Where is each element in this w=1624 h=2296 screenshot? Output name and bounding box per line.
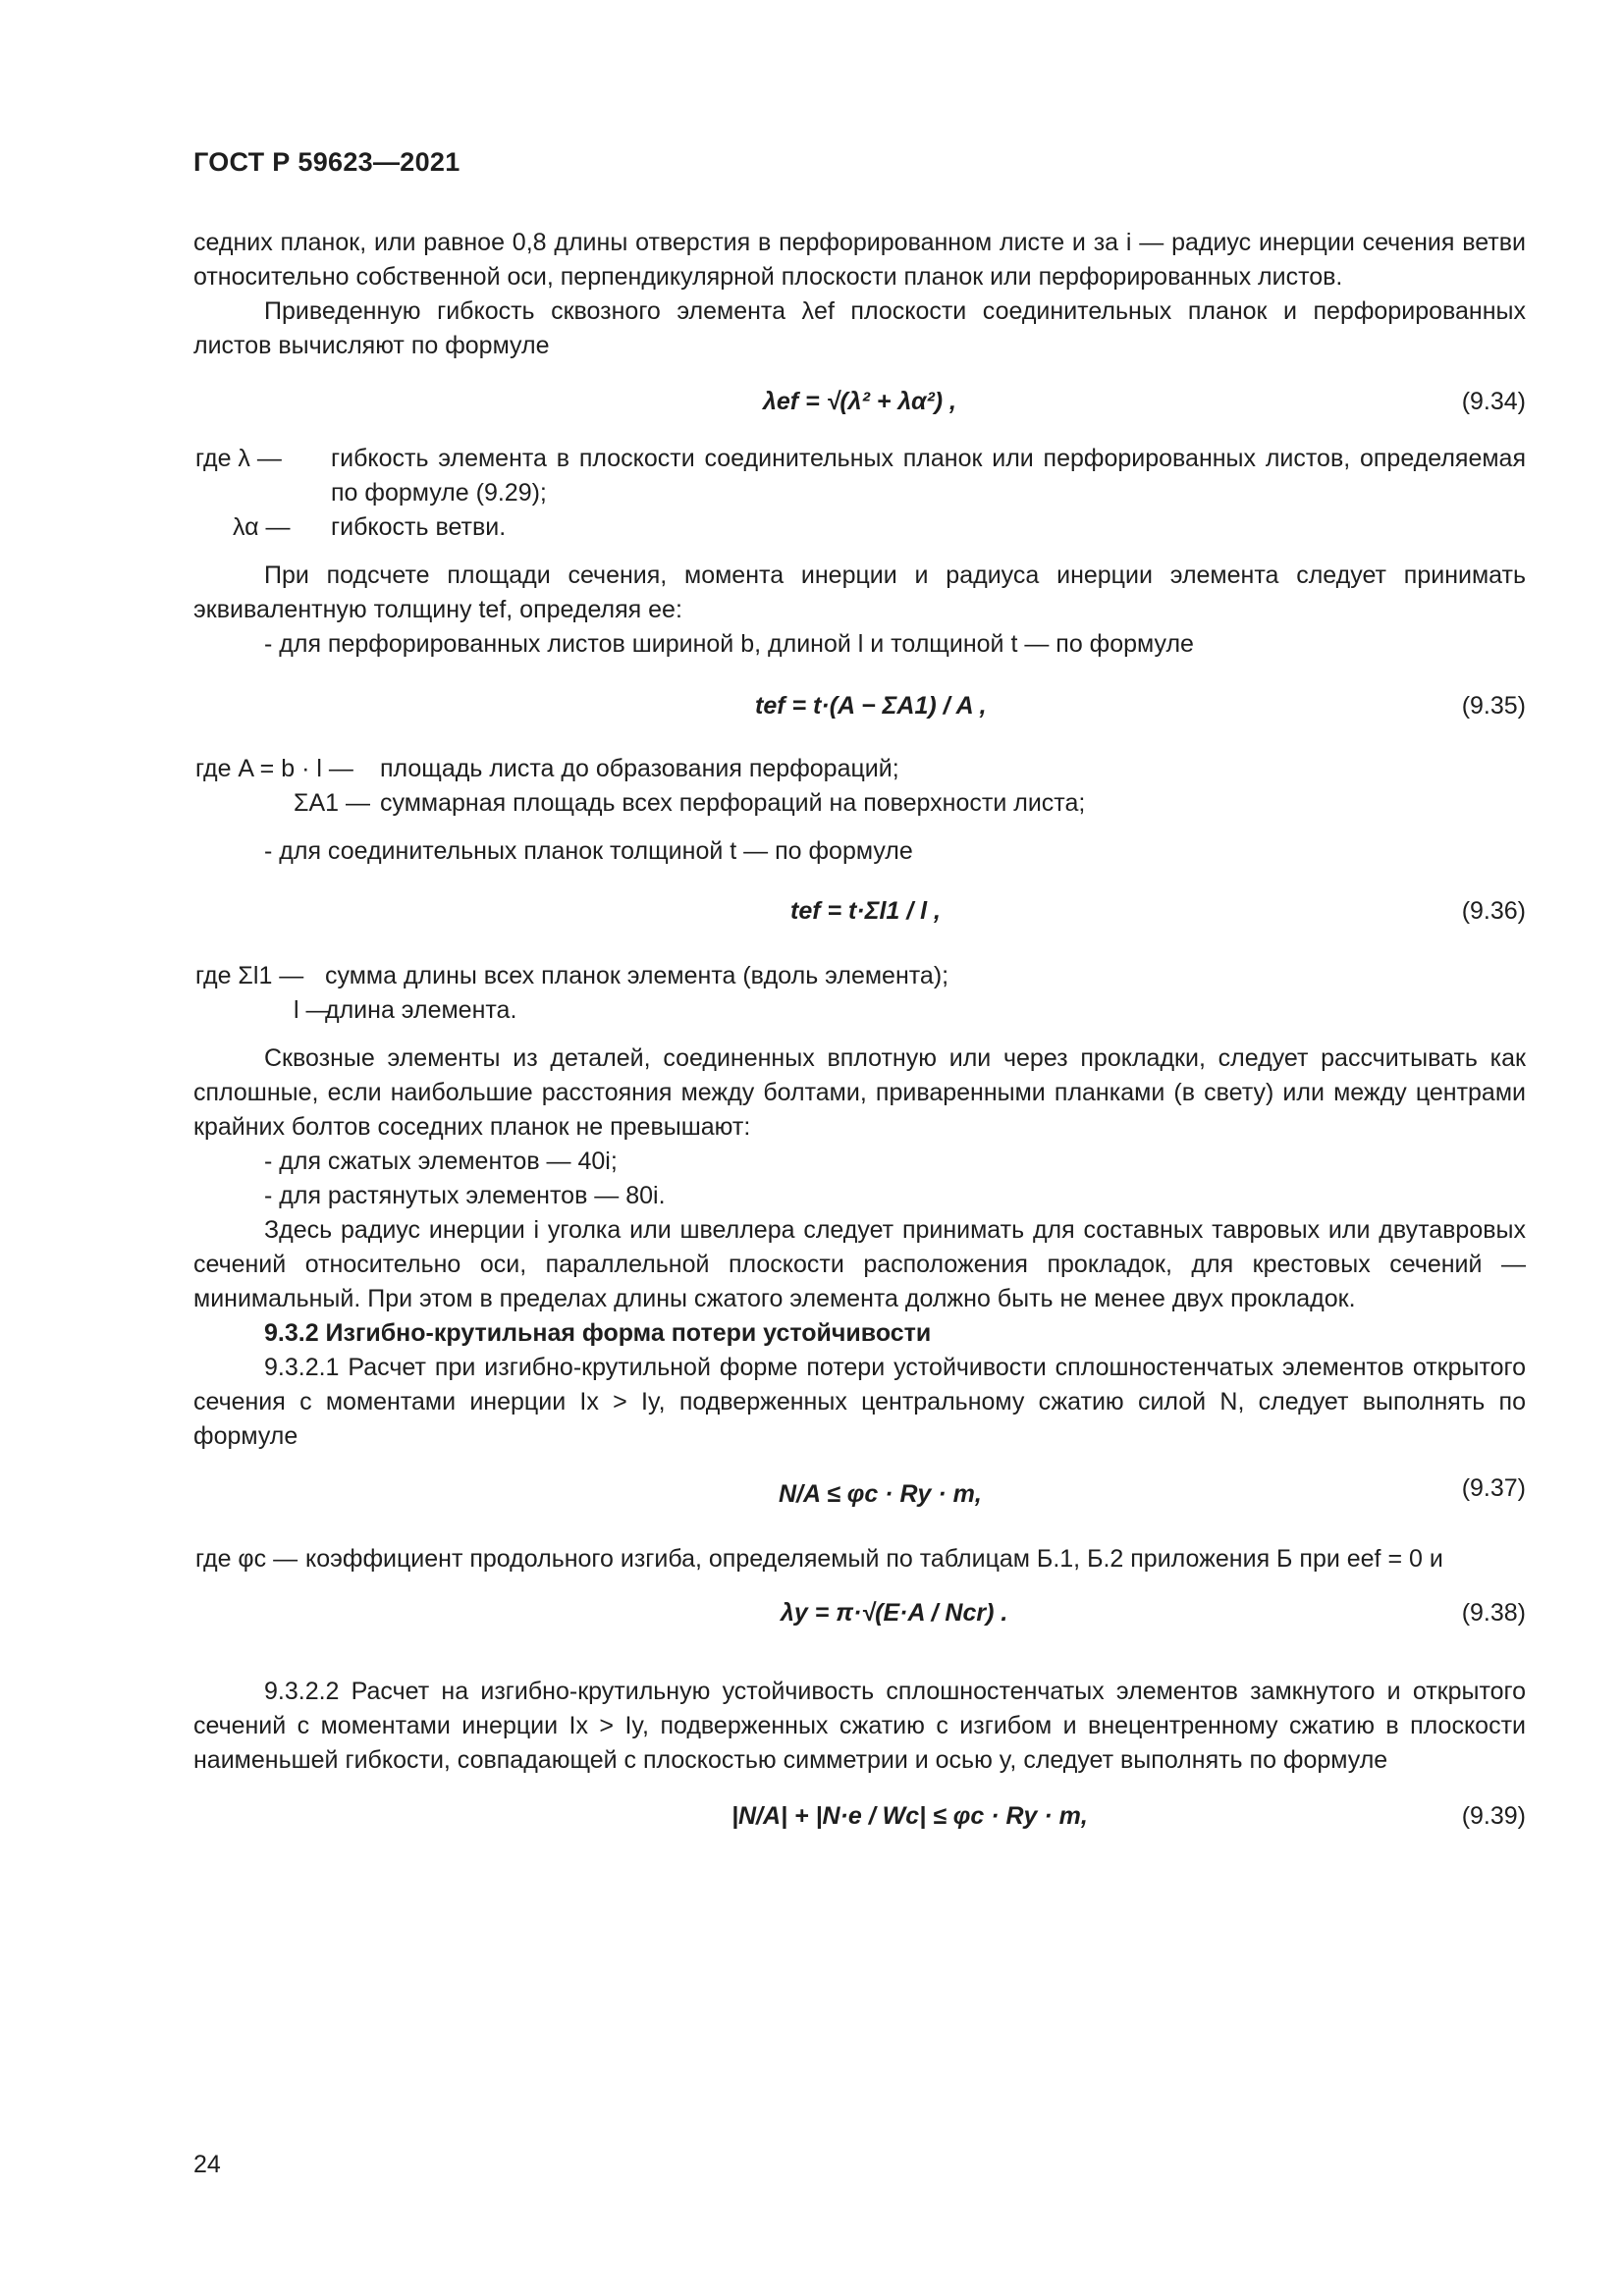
definition-text: площадь листа до образования перфораций; <box>380 755 899 782</box>
equation-9-35 <box>193 662 1526 752</box>
list-item: - для соединительных планок толщиной t — по формуле <box>264 837 913 865</box>
formula-9-38: λy = π·√(E·A / Ncr) . <box>781 1599 1008 1627</box>
list-distances <box>193 1145 1526 1213</box>
paragraph-through-elements: Сквозные элементы из деталей, соединенных вплотную или через прокладки, следует рассчитывать как сплошные, если наибольшие расстояния между болтами, приваренными планками (в свету) или между центрами крайних болтов соседних планок не превышают: <box>193 1044 1526 1141</box>
definition-label: где A = b · l — <box>195 755 353 782</box>
equation-number-9-38: (9.38) <box>1461 1599 1526 1627</box>
definition-phi-c <box>193 1542 1526 1576</box>
formula-9-37: N/A ≤ φc · Ry · m, <box>779 1480 982 1508</box>
definition-text: длина элемента. <box>325 996 517 1024</box>
definition-label: где λ — <box>195 445 282 472</box>
equation-9-34 <box>193 363 1526 442</box>
page-body <box>193 226 1526 1862</box>
definition-element-length <box>193 993 1526 1028</box>
formula-9-35: tef = t·(A − ΣA1) / A , <box>755 692 987 720</box>
definition-label: ΣA1 — <box>294 789 370 817</box>
equation-9-36 <box>193 869 1526 959</box>
definition-perforation-area <box>193 786 1526 821</box>
equation-9-38 <box>193 1576 1526 1661</box>
definition-label: λα — <box>233 513 291 541</box>
list-item: - для сжатых элементов — 40i; <box>264 1148 618 1175</box>
list-item: - для растянутых элементов — 80i. <box>264 1182 666 1209</box>
paragraph-equivalent-thickness: При подсчете площади сечения, момента инерции и радиуса инерции элемента следует принимать эквивалентную толщину tef, определяя ее: <box>193 561 1526 623</box>
paragraph-9-3-2-1: 9.3.2.1 Расчет при изгибно-крутильной форме потери устойчивости сплошностенчатых элементов открытого сечения с моментами инерции Ix > Iy, подверженных центральному сжатию силой N, следует выполнять по формуле <box>193 1354 1526 1450</box>
definition-lambda <box>193 442 1526 510</box>
page-number: 24 <box>193 2151 221 2178</box>
equation-9-37 <box>193 1454 1526 1542</box>
definition-label: l — <box>294 996 331 1024</box>
paragraph-9-3-2-2: 9.3.2.2 Расчет на изгибно-крутильную устойчивость сплошностенчатых элементов замкнутого и открытого сечений с моментами инерции Ix > Iy, подверженных сжатию с изгибом и внецентренному сжатию в плоскости наименьшей гибкости, совпадающей с плоскостью симметрии и осью y, следует выполнять по формуле <box>193 1678 1526 1774</box>
paragraph-radius-note: Здесь радиус инерции i уголка или швеллера следует принимать для составных тавровых или двутавровых сечений относительно оси, параллельной плоскости расположения прокладок, для крестовых сечений — минимальный. При этом в пределах длины сжатого элемента должно быть не менее двух прокладок. <box>193 1216 1526 1312</box>
equation-number-9-39: (9.39) <box>1461 1802 1526 1830</box>
formula-9-34: λef = √(λ² + λα²) , <box>763 388 956 415</box>
formula-9-36: tef = t·Σl1 / l , <box>790 897 941 925</box>
equation-number-9-36: (9.36) <box>1461 897 1526 925</box>
definition-label: где φc — <box>195 1545 298 1573</box>
equation-number-9-37: (9.37) <box>1461 1474 1526 1502</box>
definition-text: суммарная площадь всех перфораций на поверхности листа; <box>380 789 1086 817</box>
definition-text: коэффициент продольного изгиба, определяемый по таблицам Б.1, Б.2 приложения Б при eef = 0 и <box>305 1545 1443 1573</box>
paragraph-reduced-slenderness: Приведенную гибкость сквозного элемента λef плоскости соединительных планок и перфорированных листов вычисляют по формуле <box>193 297 1526 359</box>
definition-text: гибкость элемента в плоскости соединительных планок или перфорированных листов, определяемая по формуле (9.29); <box>331 445 1526 507</box>
formula-9-39: |N/A| + |N·e / Wc| ≤ φc · Ry · m, <box>731 1802 1088 1830</box>
equation-number-9-34: (9.34) <box>1461 388 1526 415</box>
definition-label: где Σl1 — <box>195 962 304 989</box>
page-header: ГОСТ Р 59623—2021 <box>193 147 460 177</box>
paragraph-continuation: седних планок, или равное 0,8 длины отверстия в перфорированном листе и за i — радиус инерции сечения ветви относительно собственной оси, перпендикулярной плоскости планок или перфорированных листов. <box>193 229 1526 291</box>
definition-plank-sum <box>193 959 1526 993</box>
equation-number-9-35: (9.35) <box>1461 692 1526 720</box>
list-item: - для перфорированных листов шириной b, длиной l и толщиной t — по формуле <box>264 630 1194 658</box>
section-heading-9-3-2: 9.3.2 Изгибно-крутильная форма потери устойчивости <box>264 1319 932 1347</box>
definition-lambda-alpha <box>193 510 1526 545</box>
definition-text: гибкость ветви. <box>331 513 507 541</box>
equation-9-39 <box>193 1778 1526 1862</box>
definition-text: сумма длины всех планок элемента (вдоль элемента); <box>325 962 949 989</box>
definition-area <box>193 752 1526 786</box>
